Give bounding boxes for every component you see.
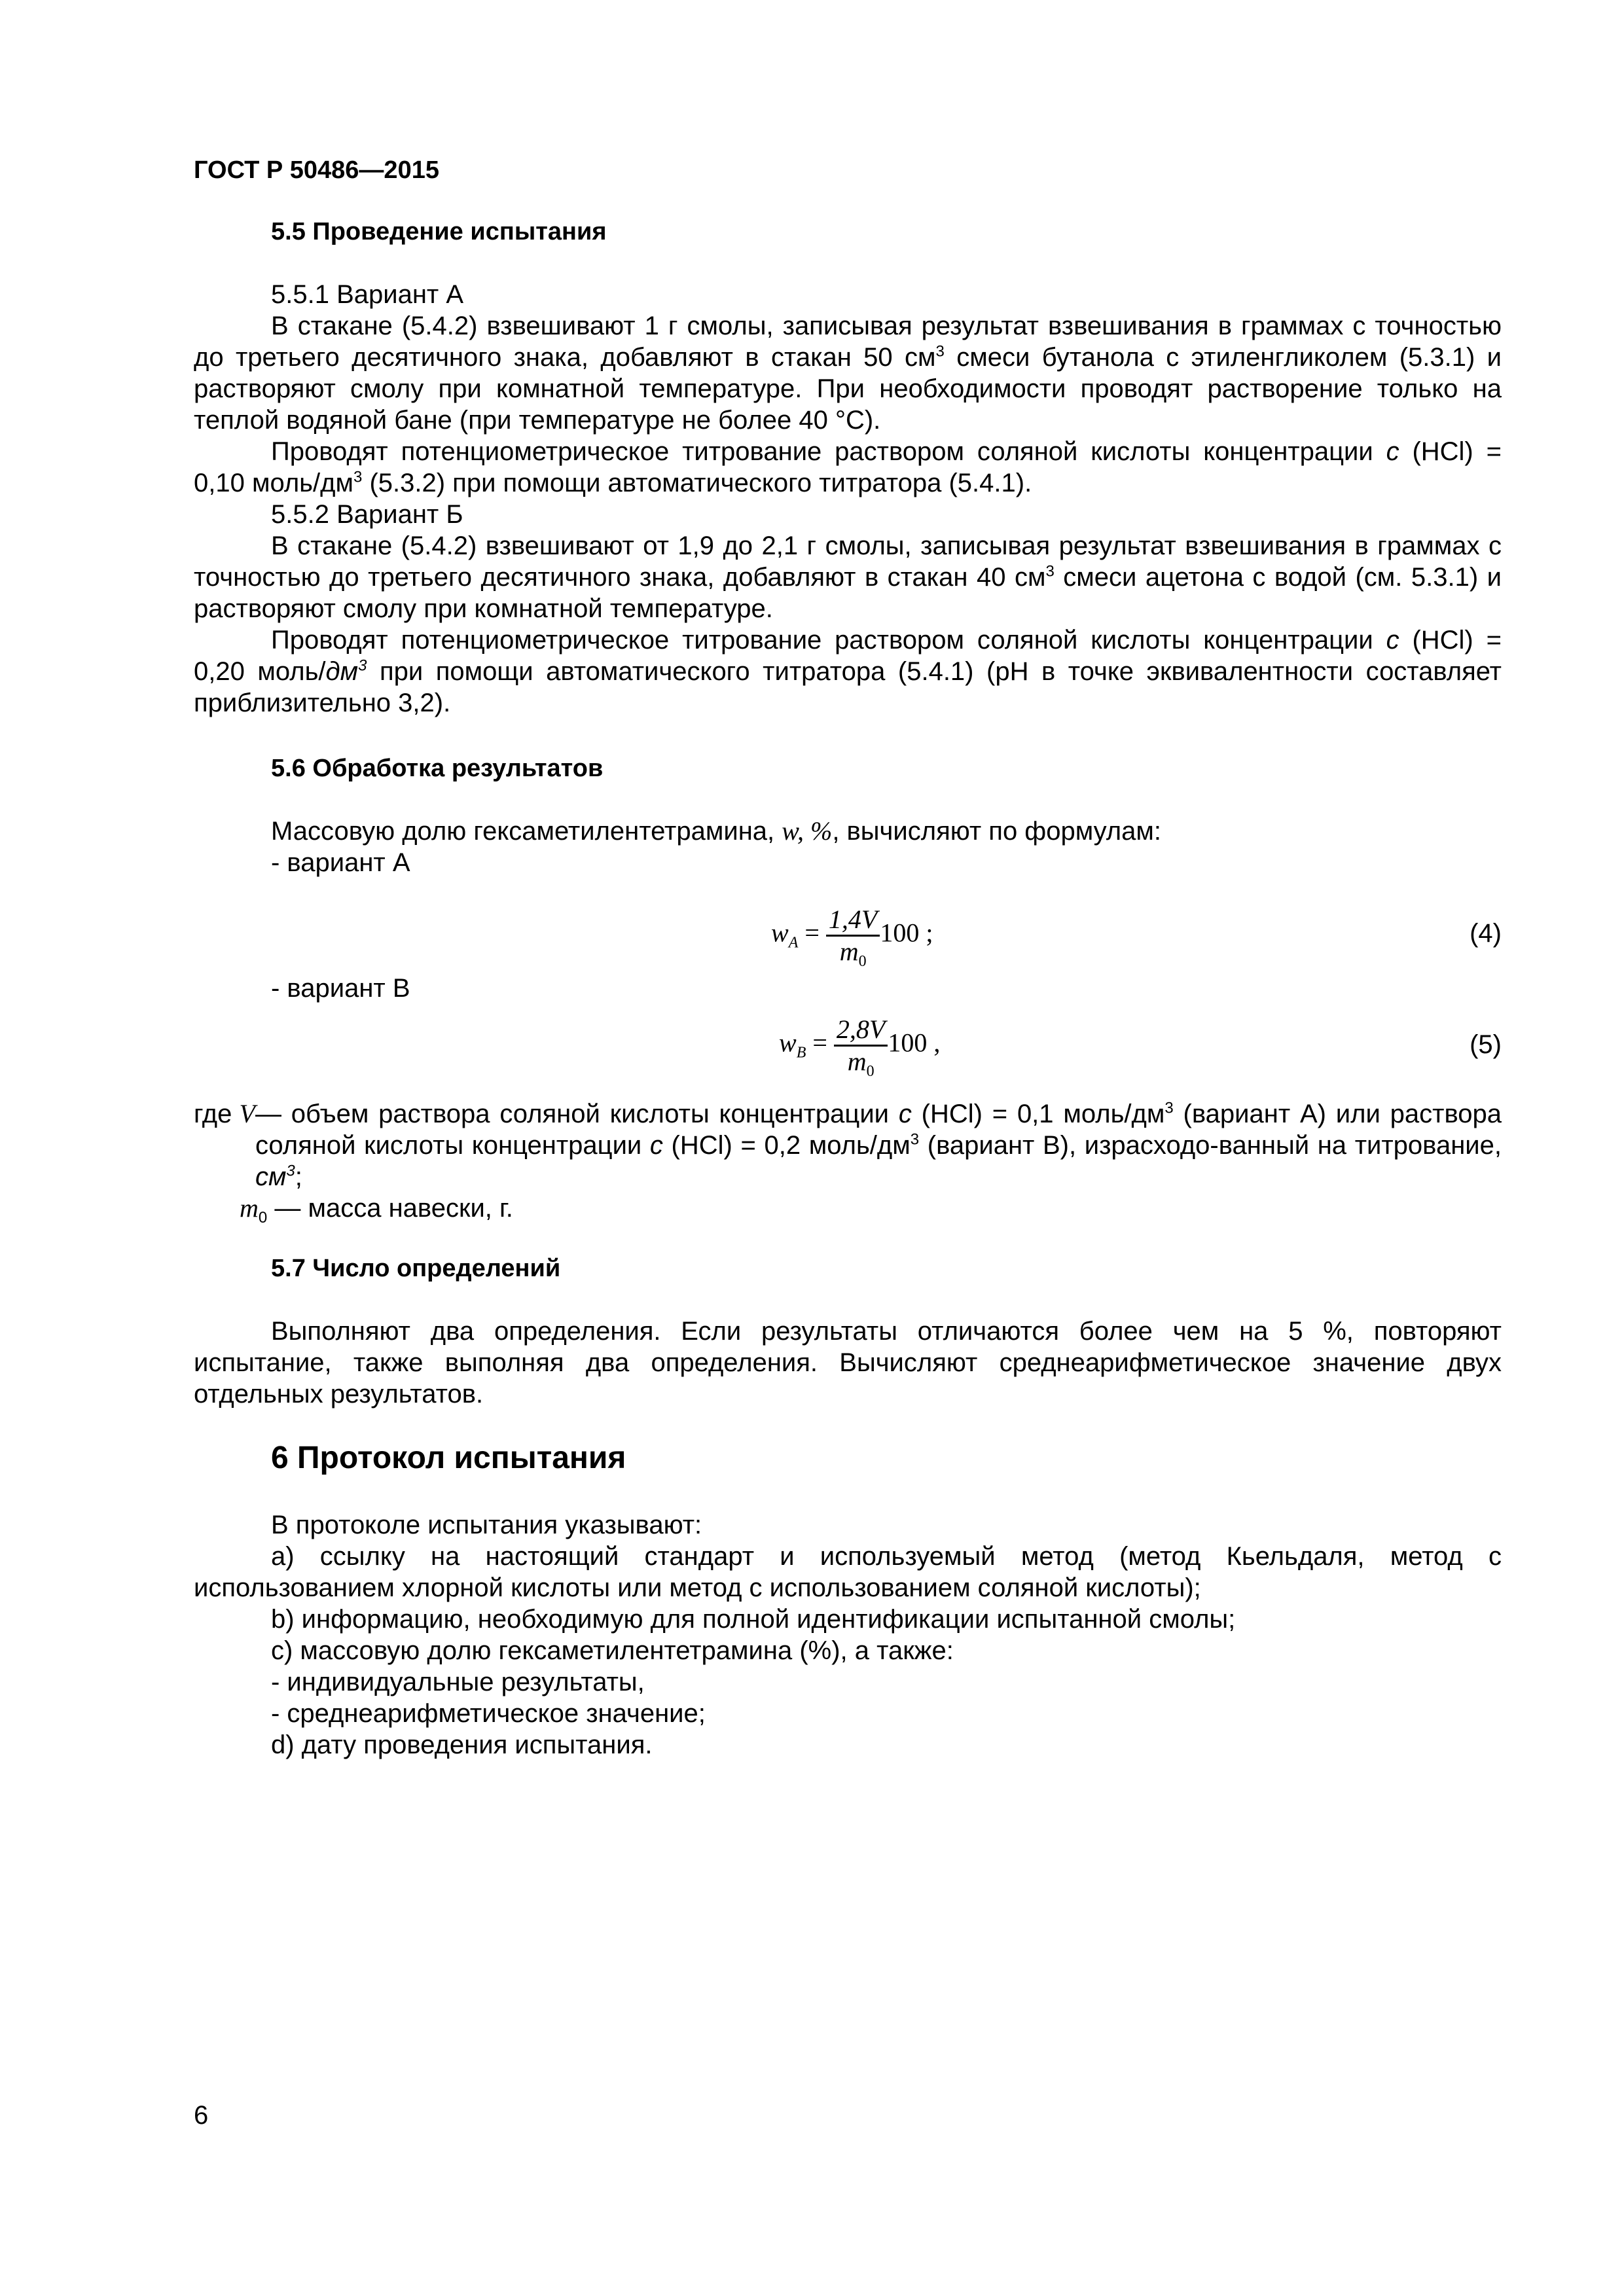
page-number: 6 <box>194 2101 209 2130</box>
section-6-body <box>194 1509 1502 1761</box>
formula-4: $w_A$ = $\frac{1,4V}{m_0}$ 100 ; <box>771 905 933 970</box>
section-5-7-title: 5.7 Число определений <box>271 1255 561 1282</box>
section-5-5-title: 5.5 Проведение испытания <box>271 218 607 245</box>
variant-a-paragraph-2: Проводят потенциометрическое титрование раствором соляной кислоты концентрации с (HCl) = 0,10 моль/$дм^3$ (5.3.2) при помощи автоматического титратора (5.4.1). <box>194 437 1502 497</box>
variant-b-label: - вариант В <box>271 974 410 1003</box>
definition-m0: $m_0$ — масса навески, г. <box>240 1193 513 1227</box>
formula-definitions <box>194 1098 1502 1227</box>
protocol-item-c1: - индивидуальные результаты, <box>271 1668 645 1696</box>
protocol-intro: В протоколе испытания указывают: <box>271 1511 702 1539</box>
formula-4-number: (4) <box>1470 919 1502 948</box>
formula-5: $w_B$ = $\frac{2,8V}{m_0}$ 100 , <box>779 1014 941 1080</box>
section-5-6-intro: Массовую долю гексаметилентетрамина, w, %, вычисляют по формулам: - вариант А <box>194 816 1502 878</box>
section-5-5-body <box>194 279 1502 719</box>
definition-v: где V — объем раствора соляной кислоты концентрации с (HCl) = 0,1 моль/$дм^3$ (вариант А) или раствора соляной кислоты концентрации с (HCl) = 0,2 моль/$дм^3$ (вариант В), израсходо-ванный на титрование, $см^3$; <box>194 1099 1502 1191</box>
variant-a-paragraph-1: В стакане (5.4.2) взвешивают 1 г смолы, записывая результат взвешивания в граммах с точностью до третьего десятичного знака, добавляют в стакан 50 $см^3$ смеси бутанола с этиленгликолем (5.3.1) и растворяют смолу при комнатной температуре. При необходимости проводят растворение только на теплой водяной бане (при температуре не более 40 °С). <box>194 312 1502 435</box>
protocol-item-c: c) массовую долю гексаметилентетрамина (%), а также: <box>271 1636 954 1665</box>
formula-5-number: (5) <box>1470 1030 1502 1059</box>
variant-b-title: 5.5.2 Вариант Б <box>271 500 463 529</box>
protocol-item-c2: - среднеарифметическое значение; <box>271 1699 706 1728</box>
protocol-item-a: a) ссылку на настоящий стандарт и используемый метод (метод Кьельдаля, метод с использованием хлорной кислоты или метод с использованием соляной кислоты); <box>194 1542 1502 1602</box>
section-5-7-body: Выполняют два определения. Если результаты отличаются более чем на 5 %, повторяют испытание, также выполняя два определения. Вычисляют среднеарифметическое значение двух отдельных результатов. <box>194 1317 1502 1408</box>
variant-b-label-block <box>194 973 1502 1004</box>
document-header: ГОСТ Р 50486—2015 <box>194 156 439 184</box>
section-5-6-title: 5.6 Обработка результатов <box>271 755 604 782</box>
protocol-item-d: d) дату проведения испытания. <box>271 1731 653 1759</box>
variant-b-paragraph-2: Проводят потенциометрическое титрование раствором соляной кислоты концентрации с (HCl) = 0,20 моль/$дм^3$ при помощи автоматического титратора (5.4.1) (pH в точке эквивалентности составляет приблизительно 3,2). <box>194 626 1502 717</box>
section-6-title: 6 Протокол испытания <box>271 1441 626 1475</box>
protocol-item-b: b) информацию, необходимую для полной идентификации испытанной смолы; <box>271 1605 1236 1634</box>
variant-b-paragraph-1: В стакане (5.4.2) взвешивают от 1,9 до 2,1 г смолы, записывая результат взвешивания в граммах с точностью до третьего десятичного знака, добавляют в стакан 40 $см^3$ смеси ацетона с водой (см. 5.3.1) и растворяют смолу при комнатной температуре. <box>194 531 1502 623</box>
variant-a-label: - вариант А <box>271 848 410 877</box>
variant-a-title: 5.5.1 Вариант А <box>271 280 464 309</box>
